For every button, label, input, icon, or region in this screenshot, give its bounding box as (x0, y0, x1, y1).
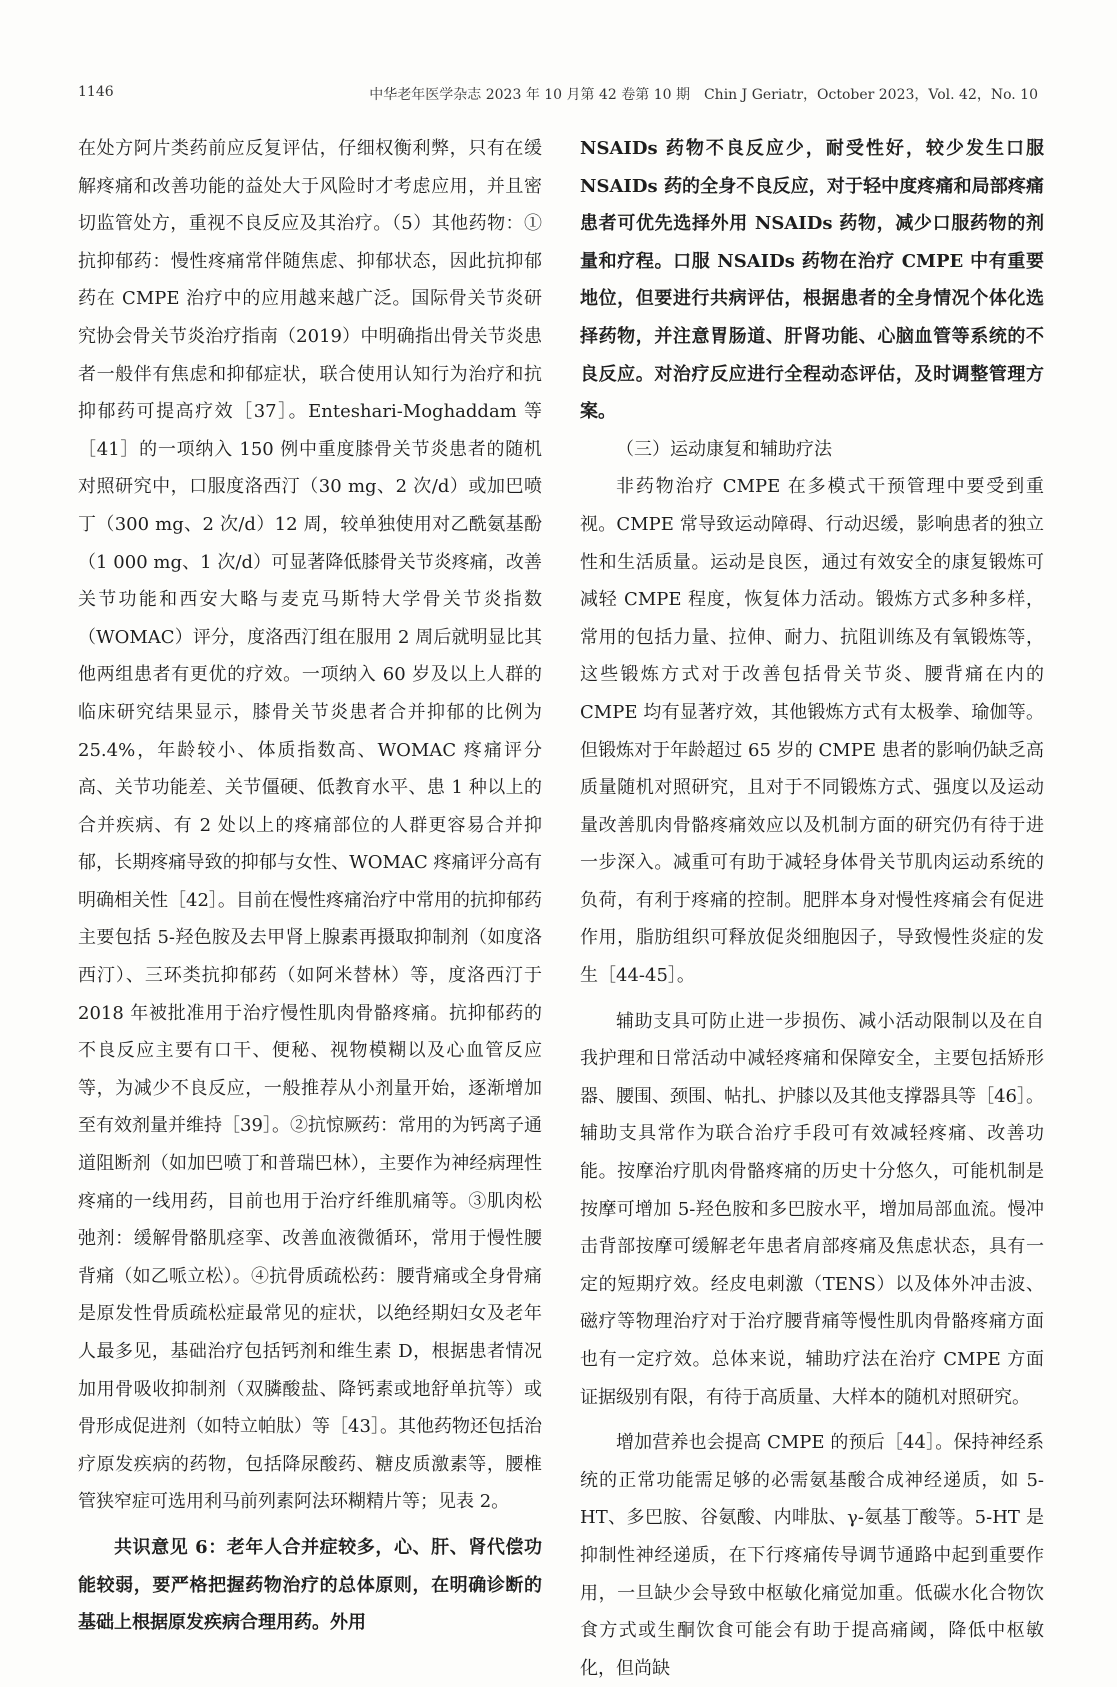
section-heading: （三）运动康复和辅助疗法 (616, 438, 832, 460)
left-column (78, 130, 542, 1634)
right-paragraph-2: 非药物治疗 CMPE 在多模式干预管理中要受到重视。CMPE 常导致运动障碍、行动迟缓，影响患者的独立性和生活质量。运动是良医，通过有效安全的康复锻炼可减轻 CMPE 程度，恢复体力活动。锻炼方式多种多样，常用的包括力量、拉伸、耐力、抗阻训练及有氧锻炼等，这些锻炼方式对于改善包括骨关节炎、腰背痛在内的 CMPE 均有显著疗效，其他锻炼方式有太极拳、瑜伽等。但锻炼对于年龄超过 65 岁的 CMPE 患者的影响仍缺乏高质量随机对照研究，且对于不同锻炼方式、强度以及运动量改善肌肉骨骼疼痛效应以及机制方面的研究仍有待于进一步深入。减重可有助于减轻身体骨关节肌肉运动系统的负荷，有利于疼痛的控制。肥胖本身对慢性疼痛会有促进作用，脂肪组织可释放促炎细胞因子，导致慢性炎症的发生［44-45］。 (580, 476, 1044, 987)
page-number: 1146 (78, 84, 114, 100)
consensus-6-paragraph: 共识意见 6：老年人合并症较多，心、肝、肾代偿功能较弱，要严格把握药物治疗的总体原则，在明确诊断的基础上根据原发疾病合理用药。外用 (78, 1536, 542, 1634)
right-paragraph-4: 增加营养也会提高 CMPE 的预后［44］。保持神经系统的正常功能需足够的必需氨基酸合成神经递质，如 5-HT、多巴胺、谷氨酸、内啡肽、γ-氨基丁酸等。5-HT 是抑制性神经递质，在下行疼痛传导调节通路中起到重要作用，一旦缺少会导致中枢敏化痛觉加重。低碳水化合物饮食方式或生酮饮食可能会有助于提高痛阈，降低中枢敏化，但尚缺 (580, 1432, 1044, 1679)
left-paragraph-1: 在处方阿片类药前应反复评估，仔细权衡利弊，只有在缓解疼痛和改善功能的益处大于风险时才考虑应用，并且密切监管处方，重视不良反应及其治疗。（5）其他药物：①抗抑郁药：慢性疼痛常伴随焦虑、抑郁状态，因此抗抑郁药在 CMPE 治疗中的应用越来越广泛。国际骨关节炎研究协会骨关节炎治疗指南（2019）中明确指出骨关节炎患者一般伴有焦虑和抑郁症状，联合使用认知行为治疗和抗抑郁药可提高疗效［37］。Enteshari-Moghaddam 等［41］的一项纳入 150 例中重度膝骨关节炎患者的随机对照研究中，口服度洛西汀（30 mg、2 次/d）或加巴喷丁（300 mg、2 次/d）12 周，较单独使用对乙酰氨基酚（1 000 mg、1 次/d）可显著降低膝骨关节炎疼痛，改善关节功能和西安大略与麦克马斯特大学骨关节炎指数（WOMAC）评分，度洛西汀组在服用 2 周后就明显比其他两组患者有更优的疗效。一项纳入 60 岁及以上人群的临床研究结果显示，膝骨关节炎患者合并抑郁的比例为 25.4%，年龄较小、体质指数高、WOMAC 疼痛评分高、关节功能差、关节僵硬、低教育水平、患 1 种以上的合并疾病、有 2 处以上的疼痛部位的人群更容易合并抑郁，长期疼痛导致的抑郁与女性、WOMAC 疼痛评分高有明确相关性［42］。目前在慢性疼痛治疗中常用的抗抑郁药主要包括 5-羟色胺及去甲肾上腺素再摄取抑制剂（如度洛西汀）、三环类抗抑郁药（如阿米替林）等，度洛西汀于 2018 年被批准用于治疗慢性肌肉骨骼疼痛。抗抑郁药的不良反应主要有口干、便秘、视物模糊以及心血管反应等，为减少不良反应，一般推荐从小剂量开始，逐渐增加至有效剂量并维持［39］。②抗惊厥药：常用的为钙离子通道阻断剂（如加巴喷丁和普瑞巴林），主要作为神经病理性疼痛的一线用药，目前也用于治疗纤维肌痛等。③肌肉松弛剂：缓解骨骼肌痉挛、改善血液微循环，常用于慢性腰背痛（如乙哌立松）。④抗骨质疏松药：腰背痛或全身骨痛是原发性骨质疏松症最常见的症状，以绝经期妇女及老年人最多见，基础治疗包括钙剂和维生素 D，根据患者情况加用骨吸收抑制剂（双膦酸盐、降钙素或地舒单抗等）或骨形成促进剂（如特立帕肽）等［43］。其他药物还包括治疗原发疾病的药物，包括降尿酸药、糖皮质激素等，腰椎管狭窄症可选用利马前列素阿法环糊精片等；见表 2。 (78, 138, 542, 1513)
right-paragraph-1: NSAIDs 药物不良反应少，耐受性好，较少发生口服 NSAIDs 药的全身不良反应，对于轻中度疼痛和局部疼痛患者可优先选择外用 NSAIDs 药物，减少口服药物的剂量和疗程。口服 NSAIDs 药物在治疗 CMPE 中有重要地位，但要进行共病评估，根据患者的全身情况个体化选择药物，并注意胃肠道、肝肾功能、心脑血管等系统的不良反应。对治疗反应进行全程动态评估，及时调整管理方案。 (580, 138, 1044, 423)
right-column (580, 130, 1044, 1679)
right-paragraph-3: 辅助支具可防止进一步损伤、减小活动限制以及在自我护理和日常活动中减轻疼痛和保障安全，主要包括矫形器、腰围、颈围、帖扎、护膝以及其他支撑器具等［46］。辅助支具常作为联合治疗手段可有效减轻疼痛、改善功能。按摩治疗肌肉骨骼疼痛的历史十分悠久，可能机制是按摩可增加 5-羟色胺和多巴胺水平，增加局部血流。慢冲击背部按摩可缓解老年患者肩部疼痛及焦虑状态，具有一定的短期疗效。经皮电刺激（TENS）以及体外冲击波、磁疗等物理治疗对于治疗腰背痛等慢性肌肉骨骼疼痛方面也有一定疗效。总体来说，辅助疗法在治疗 CMPE 方面证据级别有限，有待于高质量、大样本的随机对照研究。 (580, 1010, 1044, 1408)
running-header (78, 80, 1038, 106)
journal-citation: 中华老年医学杂志 2023 年 10 月第 42 卷第 10 期 Chin J Geriatr，October 2023，Vol. 42，No. 10 (369, 87, 1038, 103)
